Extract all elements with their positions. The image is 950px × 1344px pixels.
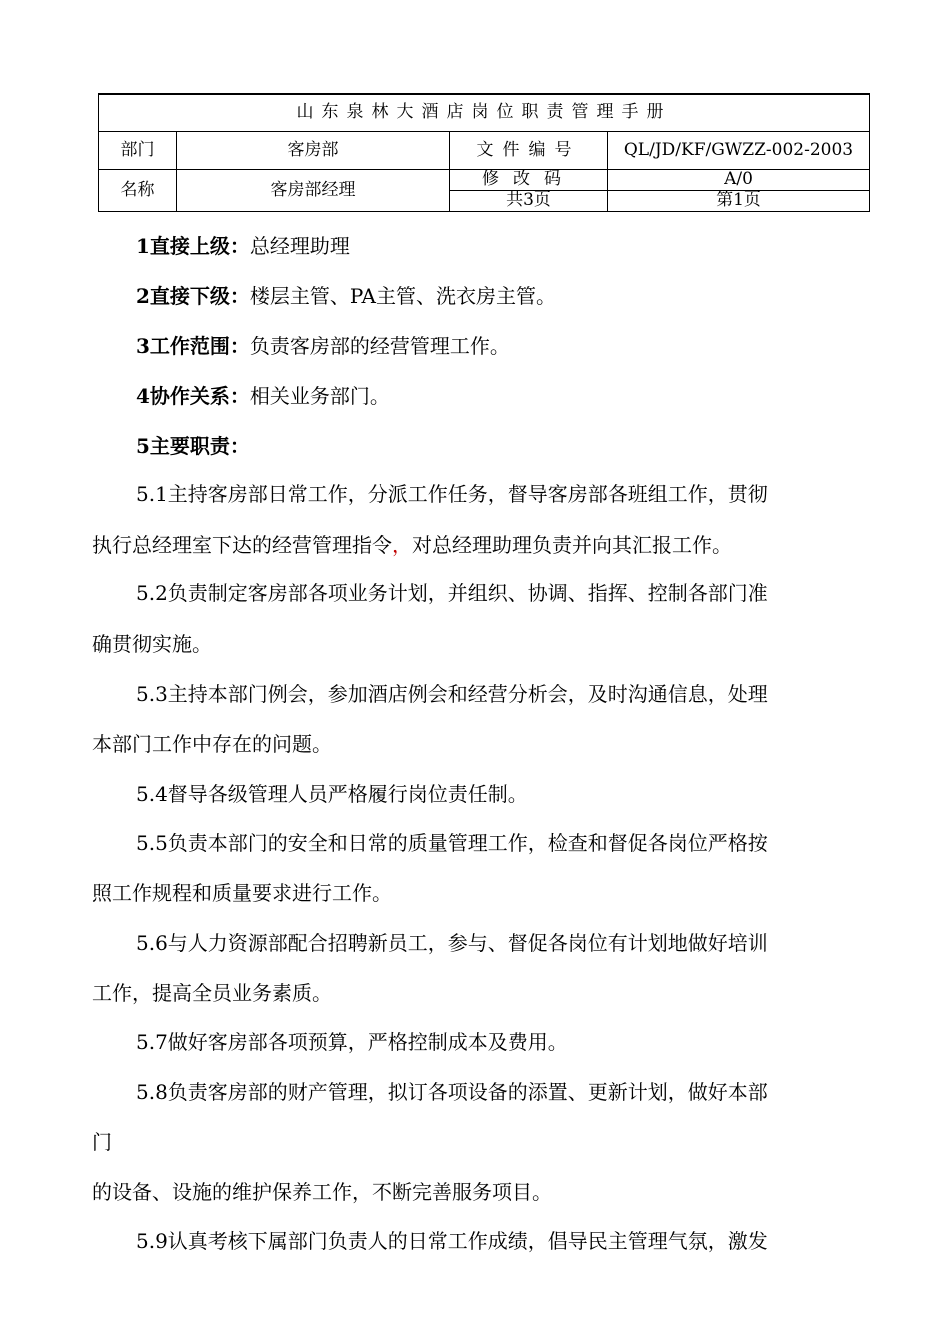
dept-value: 客房部 [177,131,450,169]
duty-5-3-line-2: 本部门工作中存在的问题。 [92,732,332,756]
red-comma: ， [392,533,412,557]
section-2-value: 楼层主管、PA主管、洗衣房主管。 [249,284,556,308]
duty-5-6-line-2: 工作，提高全员业务素质。 [92,981,332,1005]
section-3-label: 3工作范围： [136,334,250,358]
duty-5-1-line-2: 执行总经理室下达的经营管理指令，对总经理助理负责并向其汇报工作。 [92,533,732,557]
section-1-label: 1直接上级： [136,234,250,258]
duty-5-7: 5.7做好客房部各项预算，严格控制成本及费用。 [136,1030,568,1054]
duty-5-4: 5.4督导各级管理人员严格履行岗位责任制。 [136,782,528,806]
document-header-table [98,93,870,212]
page-number: 第1页 [608,190,870,211]
revision-label: 修改码 [450,169,608,190]
section-4-value: 相关业务部门。 [249,384,390,408]
duty-5-8-line-3: 的设备、设施的维护保养工作，不断完善服务项目。 [92,1180,552,1204]
section-4-label: 4协作关系： [136,384,250,408]
duty-5-8-line-1: 5.8负责客房部的财产管理，拟订各项设备的添置、更新计划，做好本部 [136,1080,768,1104]
section-1 [136,236,350,256]
duty-5-8-line-2: 门 [92,1130,112,1154]
section-2-label: 2直接下级： [136,284,250,308]
section-5-label: 5主要职责： [136,434,250,458]
section-2 [136,286,556,306]
file-no-label: 文件编号 [450,131,608,169]
revision-value: A/0 [608,169,870,190]
total-pages: 共3页 [450,190,608,211]
duty-5-5-line-1: 5.5负责本部门的安全和日常的质量管理工作，检查和督促各岗位严格按 [136,831,768,855]
dept-label: 部门 [99,131,177,169]
duty-5-2-line-1: 5.2负责制定客房部各项业务计划，并组织、协调、指挥、控制各部门准 [136,581,768,605]
duty-5-3-line-1: 5.3主持本部门例会，参加酒店例会和经营分析会，及时沟通信息，处理 [136,682,768,706]
section-3 [136,336,510,356]
section-1-value: 总经理助理 [249,234,350,258]
duty-5-5-line-2: 照工作规程和质量要求进行工作。 [92,881,392,905]
section-4 [136,386,390,406]
duty-5-2-line-2: 确贯彻实施。 [92,632,212,656]
file-no-value: QL/JD/KF/GWZZ-002-2003 [608,131,870,169]
name-label: 名称 [99,169,177,211]
duty-5-9-line-1: 5.9认真考核下属部门负责人的日常工作成绩，倡导民主管理气氛，激发 [136,1229,768,1253]
section-3-value: 负责客房部的经营管理工作。 [249,334,510,358]
duty-5-6-line-1: 5.6与人力资源部配合招聘新员工，参与、督促各岗位有计划地做好培训 [136,931,768,955]
duty-5-1-line-1: 5.1主持客房部日常工作，分派工作任务，督导客房部各班组工作，贯彻 [136,482,768,506]
name-value: 客房部经理 [177,169,450,211]
manual-title: 山东泉林大酒店岗位职责管理手册 [99,94,870,131]
